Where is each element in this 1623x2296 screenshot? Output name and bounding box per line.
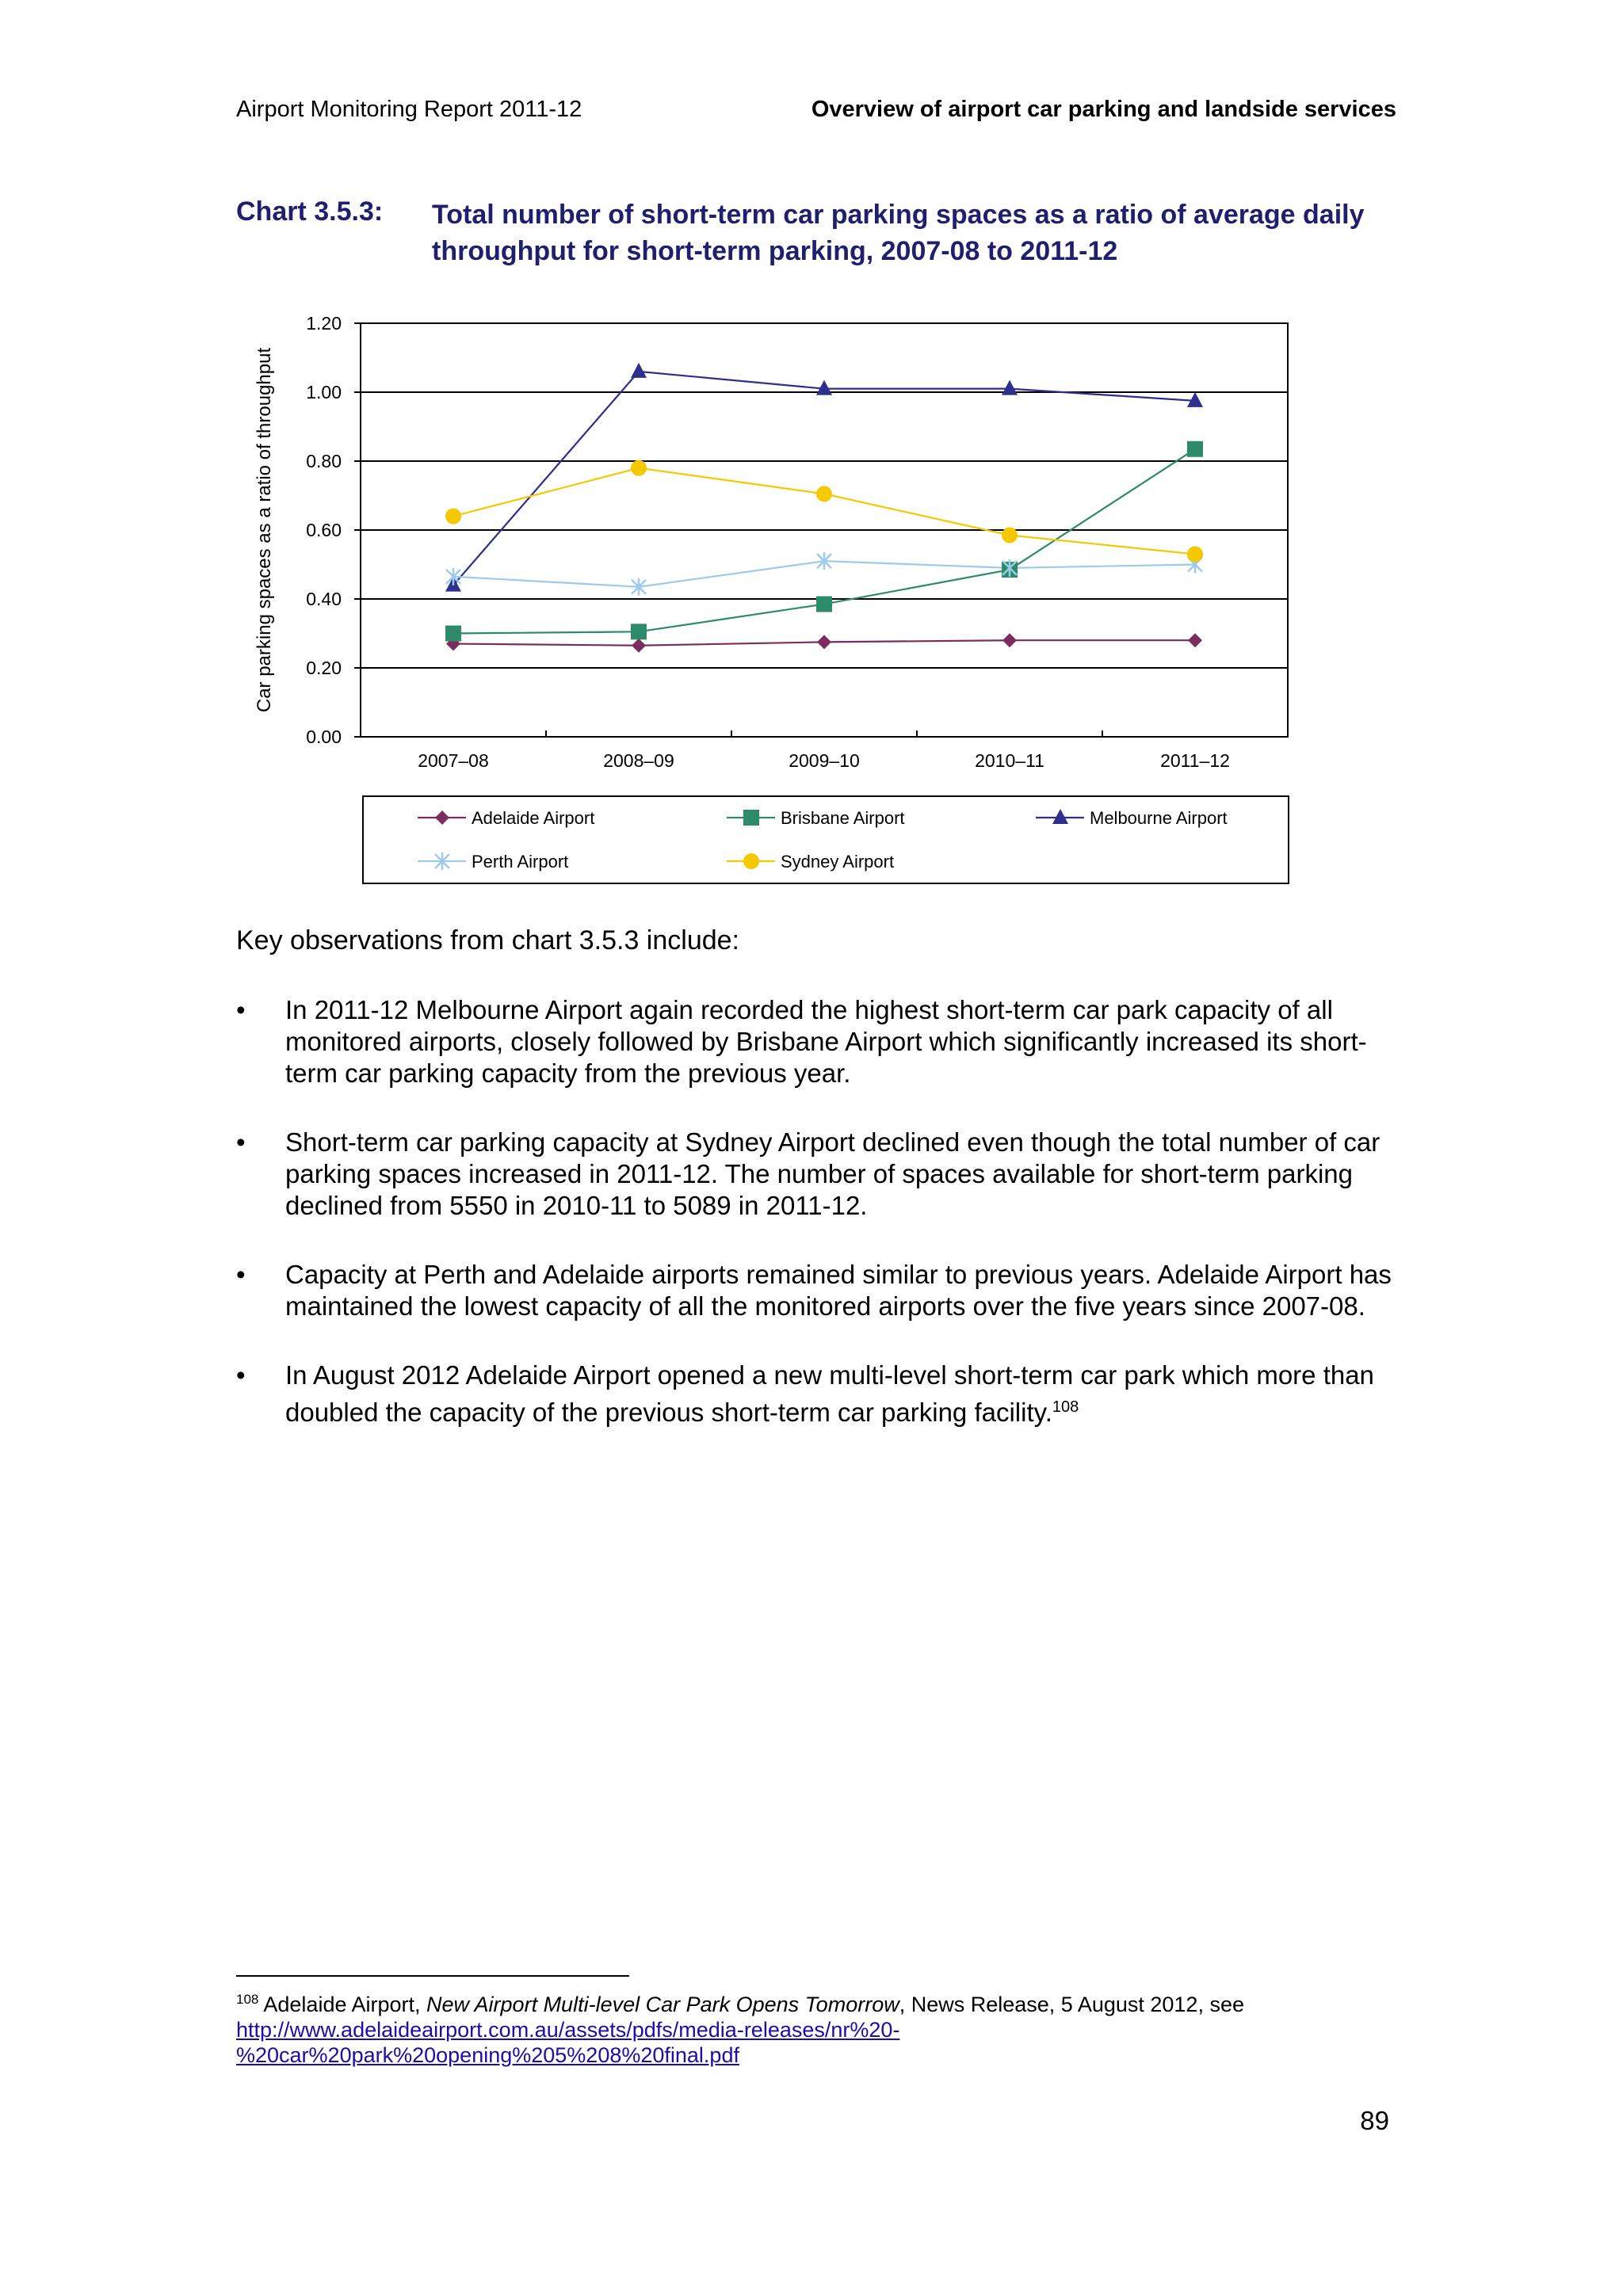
header-report-title: Airport Monitoring Report 2011-12 [236,97,582,122]
footnote-author: Adelaide Airport, [263,1993,421,2016]
y-tick-label: 0.20 [306,658,342,678]
y-axis-ticks [306,313,361,747]
data-point [1188,633,1202,647]
y-tick-label: 1.00 [306,382,342,402]
x-tick-label: 2009–10 [789,750,860,771]
data-point [817,635,831,649]
legend-label: Adelaide Airport [472,808,595,828]
data-point [631,624,647,639]
x-tick-label: 2010–11 [975,750,1044,771]
data-point [632,639,646,653]
x-tick-label: 2007–08 [418,750,489,771]
x-tick-label: 2008–09 [603,750,674,771]
observations-list [236,994,1409,1466]
legend-label: Perth Airport [472,852,569,871]
footnote [236,1987,1409,2068]
y-tick-label: 0.60 [306,520,342,540]
header-section-title: Overview of airport car parking and landside services [811,97,1396,122]
y-tick-label: 1.20 [306,313,342,334]
x-tick-label: 2011–12 [1160,750,1230,771]
y-tick-label: 0.80 [306,451,342,471]
y-axis-label: Car parking spaces as a ratio of throughput [254,347,275,713]
footnote-url-line1: http://www.adelaideairport.com.au/assets/pdfs/media-releases/nr%20- [236,2018,900,2042]
footnote-url-line2: %20car%20park%20opening%205%208%20final.pdf [236,2043,739,2067]
footnote-number: 108 [236,1992,259,2007]
observation-item [236,1360,1409,1428]
legend-label: Brisbane Airport [781,808,905,828]
observation-text: Capacity at Perth and Adelaide airports remained similar to previous years. Adelaide Airport has maintained the lowest capacity of all the monitored airports over the five years since 2007-08. [285,1260,1392,1321]
legend-marker [743,810,759,826]
legend-marker [743,853,759,869]
legend-label: Melbourne Airport [1090,808,1228,828]
footnote-link[interactable] [236,2018,899,2067]
data-point [631,460,647,476]
data-point [445,509,461,524]
chart-title: Total number of short-term car parking spaces as a ratio of average daily throughput for short-term parking, 2007-08 to 2011-12 [432,200,1365,266]
bullet-icon: • [236,1360,246,1390]
observation-item [236,994,1409,1089]
data-point [445,626,461,642]
series-lines [445,363,1203,653]
data-point [816,597,832,612]
line-chart [236,301,1298,887]
data-point [1187,546,1203,562]
y-tick-label: 0.40 [306,589,342,609]
legend-label: Sydney Airport [781,852,895,871]
footnote-ref[interactable]: 108 [1052,1398,1079,1416]
bullet-icon: • [236,1260,246,1289]
page-number: 89 [1360,2106,1389,2135]
footnote-rest: , News Release, 5 August 2012, see [899,1993,1244,2016]
data-point [1002,528,1018,543]
chart-number: Chart 3.5.3: [236,196,384,227]
observation-item [236,1127,1409,1222]
bullet-icon: • [236,1127,246,1157]
bullet-icon: • [236,995,246,1024]
observation-text: In August 2012 Adelaide Airport opened a new multi-level short-term car park which more than doubled the capacity of the previous short-term car parking facility. [285,1360,1374,1427]
observation-text: In 2011-12 Melbourne Airport again recorded the highest short-term car park capacity of all monitored airports, closely followed by Brisbane Airport which significantly increased its short-term car parking capacity from the previous year. [285,995,1367,1088]
data-point [631,363,647,378]
observation-item [236,1259,1409,1322]
data-point [816,486,832,502]
footnote-separator [236,1975,629,1977]
y-tick-label: 0.00 [306,727,342,747]
data-point [1002,380,1018,395]
data-point [1002,633,1017,647]
series-line-sydney-airport [453,468,1195,555]
observation-text: Short-term car parking capacity at Sydney Airport declined even though the total number of car parking spaces increased in 2011-12. The number of spaces available for short-term parking declined from 5550 in 2010-11 to 5089 in 2011-12. [285,1127,1381,1220]
observations-intro: Key observations from chart 3.5.3 include: [236,925,739,955]
data-point [1187,441,1203,457]
footnote-title: New Airport Multi-level Car Park Opens Tomorrow [426,1993,899,2016]
